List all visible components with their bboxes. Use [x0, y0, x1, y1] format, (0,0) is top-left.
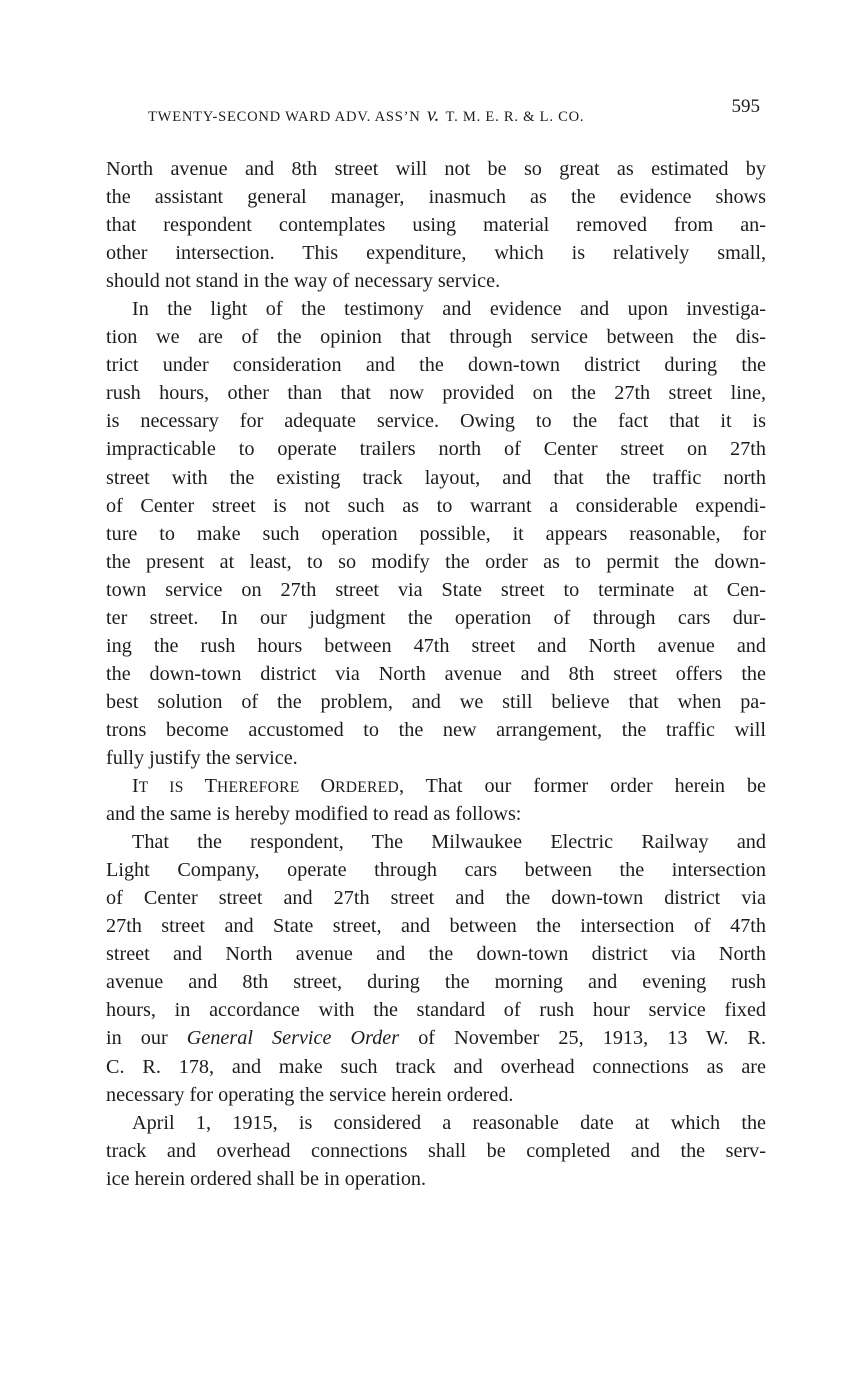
text-line: street and North avenue and the down-town district via North [106, 943, 766, 966]
citation-title: General Service Order [186, 1027, 400, 1050]
text-line: street with the existing track layout, and that the traffic north [106, 466, 766, 489]
paragraph [106, 155, 766, 295]
small-caps-text: T IS [138, 779, 205, 797]
running-title-part2: T. M. E. R. & L. CO. [445, 109, 585, 125]
text-line: trons become accustomed to the new arrangement, the traffic will [106, 718, 766, 741]
text-line: other intersection. This expenditure, which is relatively small, [106, 242, 766, 265]
text-line: the assistant general manager, inasmuch as the evidence shows [106, 186, 766, 209]
small-caps-text: O [320, 775, 336, 798]
text-line: 27th street and State street, and between the intersection of 47th [106, 915, 766, 938]
text-line: ter street. In our judgment the operation of through cars dur- [106, 606, 766, 629]
text-line: should not stand in the way of necessary service. [106, 270, 501, 293]
small-caps-text: T [204, 775, 218, 798]
text-line: the present at least, to so modify the order as to permit the down- [106, 550, 766, 573]
text-line: ing the rush hours between 47th street and North avenue and [106, 634, 766, 657]
paragraph [106, 295, 766, 772]
text-line: hours, in accordance with the standard of rush hour service fixed [106, 999, 766, 1022]
text-line: That the respondent, The Milwaukee Electric Railway and [132, 831, 766, 854]
text-line-with-citation [106, 1024, 766, 1052]
ordered-clause-rest: , That our former order herein be [398, 775, 766, 798]
small-caps-text: HEREFORE [217, 779, 321, 797]
running-title-part1: TWENTY-SECOND WARD ADV. ASS’N [148, 109, 421, 125]
text-line: necessary for operating the service herein ordered. [106, 1083, 514, 1106]
text-line: In the light of the testimony and evidence and upon investiga- [132, 298, 766, 321]
text-line: and the same is hereby modified to read as follows: [106, 803, 522, 826]
text-line: fully justify the service. [106, 746, 298, 769]
paragraph [106, 772, 766, 828]
body-text [106, 155, 766, 1193]
text-line: ice herein ordered shall be in operation. [106, 1167, 427, 1190]
text-line: best solution of the problem, and we still believe that when pa- [106, 690, 766, 713]
text-line: track and overhead connections shall be completed and the serv- [106, 1139, 766, 1162]
text-line: Light Company, operate through cars between the intersection [106, 859, 766, 882]
text-line: April 1, 1915, is considered a reasonable date at which the [132, 1111, 766, 1134]
paragraph [106, 1109, 766, 1193]
text-line: tion we are of the opinion that through service between the dis- [106, 326, 766, 349]
text-line: that respondent contemplates using material removed from an- [106, 214, 766, 237]
text-line: North avenue and 8th street will not be so great as estimated by [106, 158, 766, 180]
text-line: of Center street is not such as to warrant a considerable expendi- [106, 494, 766, 517]
text-line: avenue and 8th street, during the morning and evening rush [106, 971, 766, 994]
text-line: C. R. 178, and make such track and overhead connections as are [106, 1055, 766, 1078]
text-line: is necessary for adequate service. Owing to the fact that it is [106, 410, 766, 433]
text-line: of Center street and 27th street and the down-town district via [106, 887, 766, 910]
small-caps-text: I [132, 775, 139, 798]
text-line: town service on 27th street via State street to terminate at Cen- [106, 578, 766, 601]
text-line: the down-town district via North avenue and 8th street offers the [106, 662, 766, 685]
running-head [148, 96, 760, 126]
text-line: rush hours, other than that now provided on the 27th street line, [106, 382, 766, 405]
running-title [148, 104, 584, 127]
citation-text: of November 25, 1913, 13 W. R. [399, 1027, 766, 1050]
ordered-clause-line [106, 772, 766, 800]
paragraph [106, 828, 766, 1108]
citation-text: in our [106, 1027, 187, 1050]
running-title-versus: v. [426, 104, 440, 126]
text-line: trict under consideration and the down-town district during the [106, 354, 766, 377]
page-number: 595 [731, 96, 760, 117]
text-line: ture to make such operation possible, it appears reasonable, for [106, 522, 766, 545]
small-caps-text: RDERED [335, 779, 399, 797]
text-line: impracticable to operate trailers north of Center street on 27th [106, 438, 766, 461]
